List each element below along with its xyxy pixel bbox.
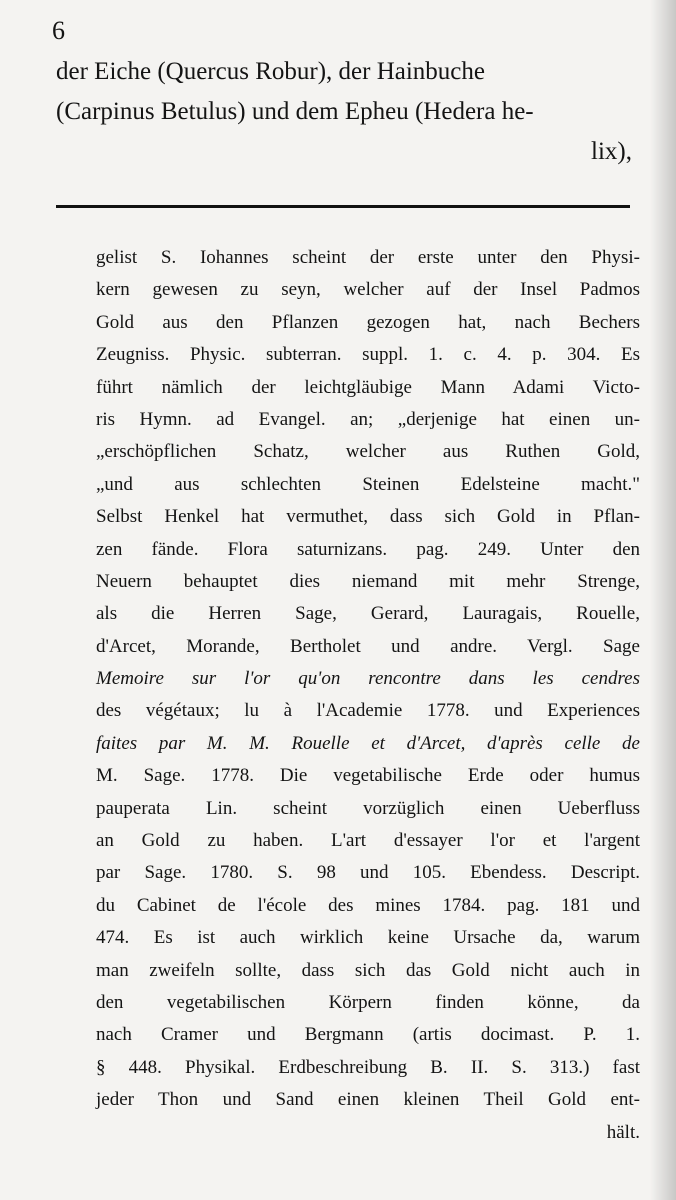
footnote-line: par Sage. 1780. S. 98 und 105. Ebendess. Descript. — [96, 862, 640, 884]
footnote-line: kern gewesen zu seyn, welcher auf der Insel Padmos — [96, 279, 640, 301]
page-number: 6 — [52, 16, 65, 45]
main-text-line: lix), — [591, 138, 632, 165]
footnote-line: 474. Es ist auch wirklich keine Ursache da, warum — [96, 927, 640, 949]
footnote-line: an Gold zu haben. L'art d'essayer l'or et l'argent — [96, 830, 640, 852]
main-text — [56, 52, 632, 172]
footnote-line: pauperata Lin. scheint vorzüglich einen Ueberfluss — [96, 797, 640, 819]
footnote-line: d'Arcet, Morande, Bertholet und andre. Vergl. Sage — [96, 635, 640, 657]
footnote-separator-rule — [56, 205, 630, 208]
footnote-line: „und aus schlechten Steinen Edelsteine macht." — [96, 473, 640, 495]
main-text-line: (Carpinus Betulus) und dem Epheu (Hedera he- — [56, 98, 534, 125]
footnote-line: Memoire sur l'or qu'on rencontre dans les cendres — [96, 668, 640, 690]
footnote-line: gelist S. Iohannes scheint der erste unter den Physi- — [96, 247, 640, 268]
footnote-line: zen fände. Flora saturnizans. pag. 249. Unter den — [96, 538, 640, 560]
footnote-line: den vegetabilischen Körpern finden könne, da — [96, 991, 640, 1013]
footnote-line: Gold aus den Pflanzen gezogen hat, nach Bechers — [96, 311, 640, 333]
footnote — [96, 242, 640, 1149]
main-text-line: der Eiche (Quercus Robur), der Hainbuche — [56, 58, 485, 85]
footnote-line: des végétaux; lu à l'Academie 1778. und Experiences — [96, 700, 640, 722]
footnote-line: hält. — [606, 1121, 640, 1143]
footnote-line: nach Cramer und Bergmann (artis docimast. P. 1. — [96, 1024, 640, 1046]
footnote-line: M. Sage. 1778. Die vegetabilische Erde oder humus — [96, 765, 640, 787]
footnote-line: man zweifeln sollte, dass sich das Gold nicht auch in — [96, 959, 640, 981]
page-edge-shadow — [650, 0, 676, 1200]
footnote-line: du Cabinet de l'école des mines 1784. pag. 181 und — [96, 894, 640, 916]
footnote-line: führt nämlich der leichtgläubige Mann Adami Victo- — [96, 376, 640, 398]
footnote-line: Neuern behauptet dies niemand mit mehr Strenge, — [96, 570, 640, 592]
footnote-line: Zeugniss. Physic. subterran. suppl. 1. c. 4. p. 304. Es — [96, 344, 640, 366]
footnote-line: ris Hymn. ad Evangel. an; „derjenige hat einen un- — [96, 408, 640, 430]
footnote-line: faites par M. M. Rouelle et d'Arcet, d'après celle de — [96, 732, 640, 754]
footnote-line: als die Herren Sage, Gerard, Lauragais, Rouelle, — [96, 603, 640, 625]
footnote-line: „erschöpflichen Schatz, welcher aus Ruthen Gold, — [96, 441, 640, 463]
footnote-line: § 448. Physikal. Erdbeschreibung B. II. S. 313.) fast — [96, 1056, 640, 1078]
footnote-line: Selbst Henkel hat vermuthet, dass sich Gold in Pflan- — [96, 506, 640, 528]
footnote-line: jeder Thon und Sand einen kleinen Theil Gold ent- — [96, 1089, 640, 1111]
